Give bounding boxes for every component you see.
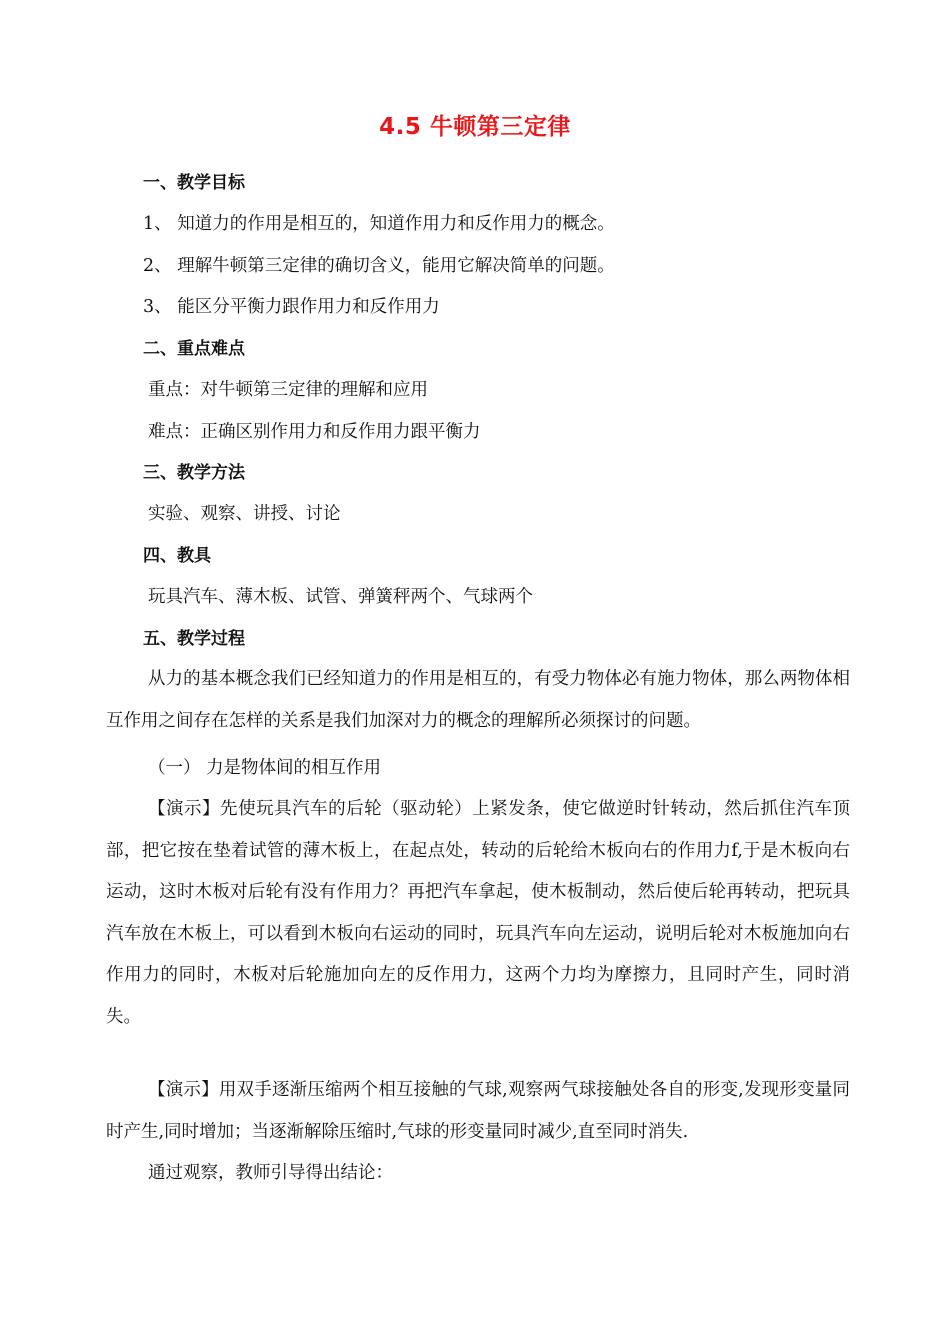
section-heading-objectives: 一、教学目标 (143, 173, 245, 193)
process-intro-paragraph: 从力的基本概念我们已经知道力的作用是相互的，有受力物体必有施力物体，那么两物体相互作用之间存在怎样的关系是我们加深对力的概念的理解所必须探讨的问题。 (106, 669, 850, 731)
section-heading-key-points: 二、重点难点 (143, 339, 245, 359)
subsection-heading-1: （一） 力是物体间的相互作用 (148, 758, 382, 778)
conclusion-lead-text: 通过观察，教师引导得出结论： (148, 1163, 393, 1183)
key-point-text: 重点：对牛顿第三定律的理解和应用 (148, 380, 428, 400)
section-heading-process: 五、教学过程 (143, 629, 245, 649)
methods-text: 实验、观察、讲授、讨论 (148, 504, 341, 524)
objective-item-2: 2、 理解牛顿第三定律的确切含义，能用它解决简单的问题。 (143, 256, 615, 276)
tools-text: 玩具汽车、薄木板、试管、弹簧秤两个、气球两个 (148, 587, 533, 607)
page-title: 4.5 牛顿第三定律 (379, 114, 571, 140)
demo-paragraph-1: 【演示】先使玩具汽车的后轮（驱动轮）上紧发条，使它做逆时针转动，然后抓住汽车顶部，把它按在垫着试管的薄木板上，在起点处，转动的后轮给木板向右的作用力f,于是木板向右运动，这时木板对后轮有没有作用力？再把汽车拿起，使木板制动，然后使后轮再转动，把玩具汽车放在木板上，可以看到木板向右运动的同时，玩具汽车向左运动，说明后轮对木板施加向右作用力的同时，木板对后轮施加向左的反作用力，这两个力均为摩擦力，且同时产生，同时消失。 (106, 799, 850, 1027)
section-heading-methods: 三、教学方法 (143, 463, 245, 483)
objective-item-3: 3、 能区分平衡力跟作用力和反作用力 (143, 297, 440, 317)
demo-paragraph-2: 【演示】用双手逐渐压缩两个相互接触的气球,观察两气球接触处各自的形变,发现形变量同时产生,同时增加；当逐渐解除压缩时,气球的形变量同时减少,直至同时消失. (106, 1080, 850, 1142)
objective-item-1: 1、 知道力的作用是相互的，知道作用力和反作用力的概念。 (143, 214, 615, 234)
section-heading-tools: 四、教具 (143, 546, 211, 566)
difficult-point-text: 难点：正确区别作用力和反作用力跟平衡力 (148, 422, 481, 442)
